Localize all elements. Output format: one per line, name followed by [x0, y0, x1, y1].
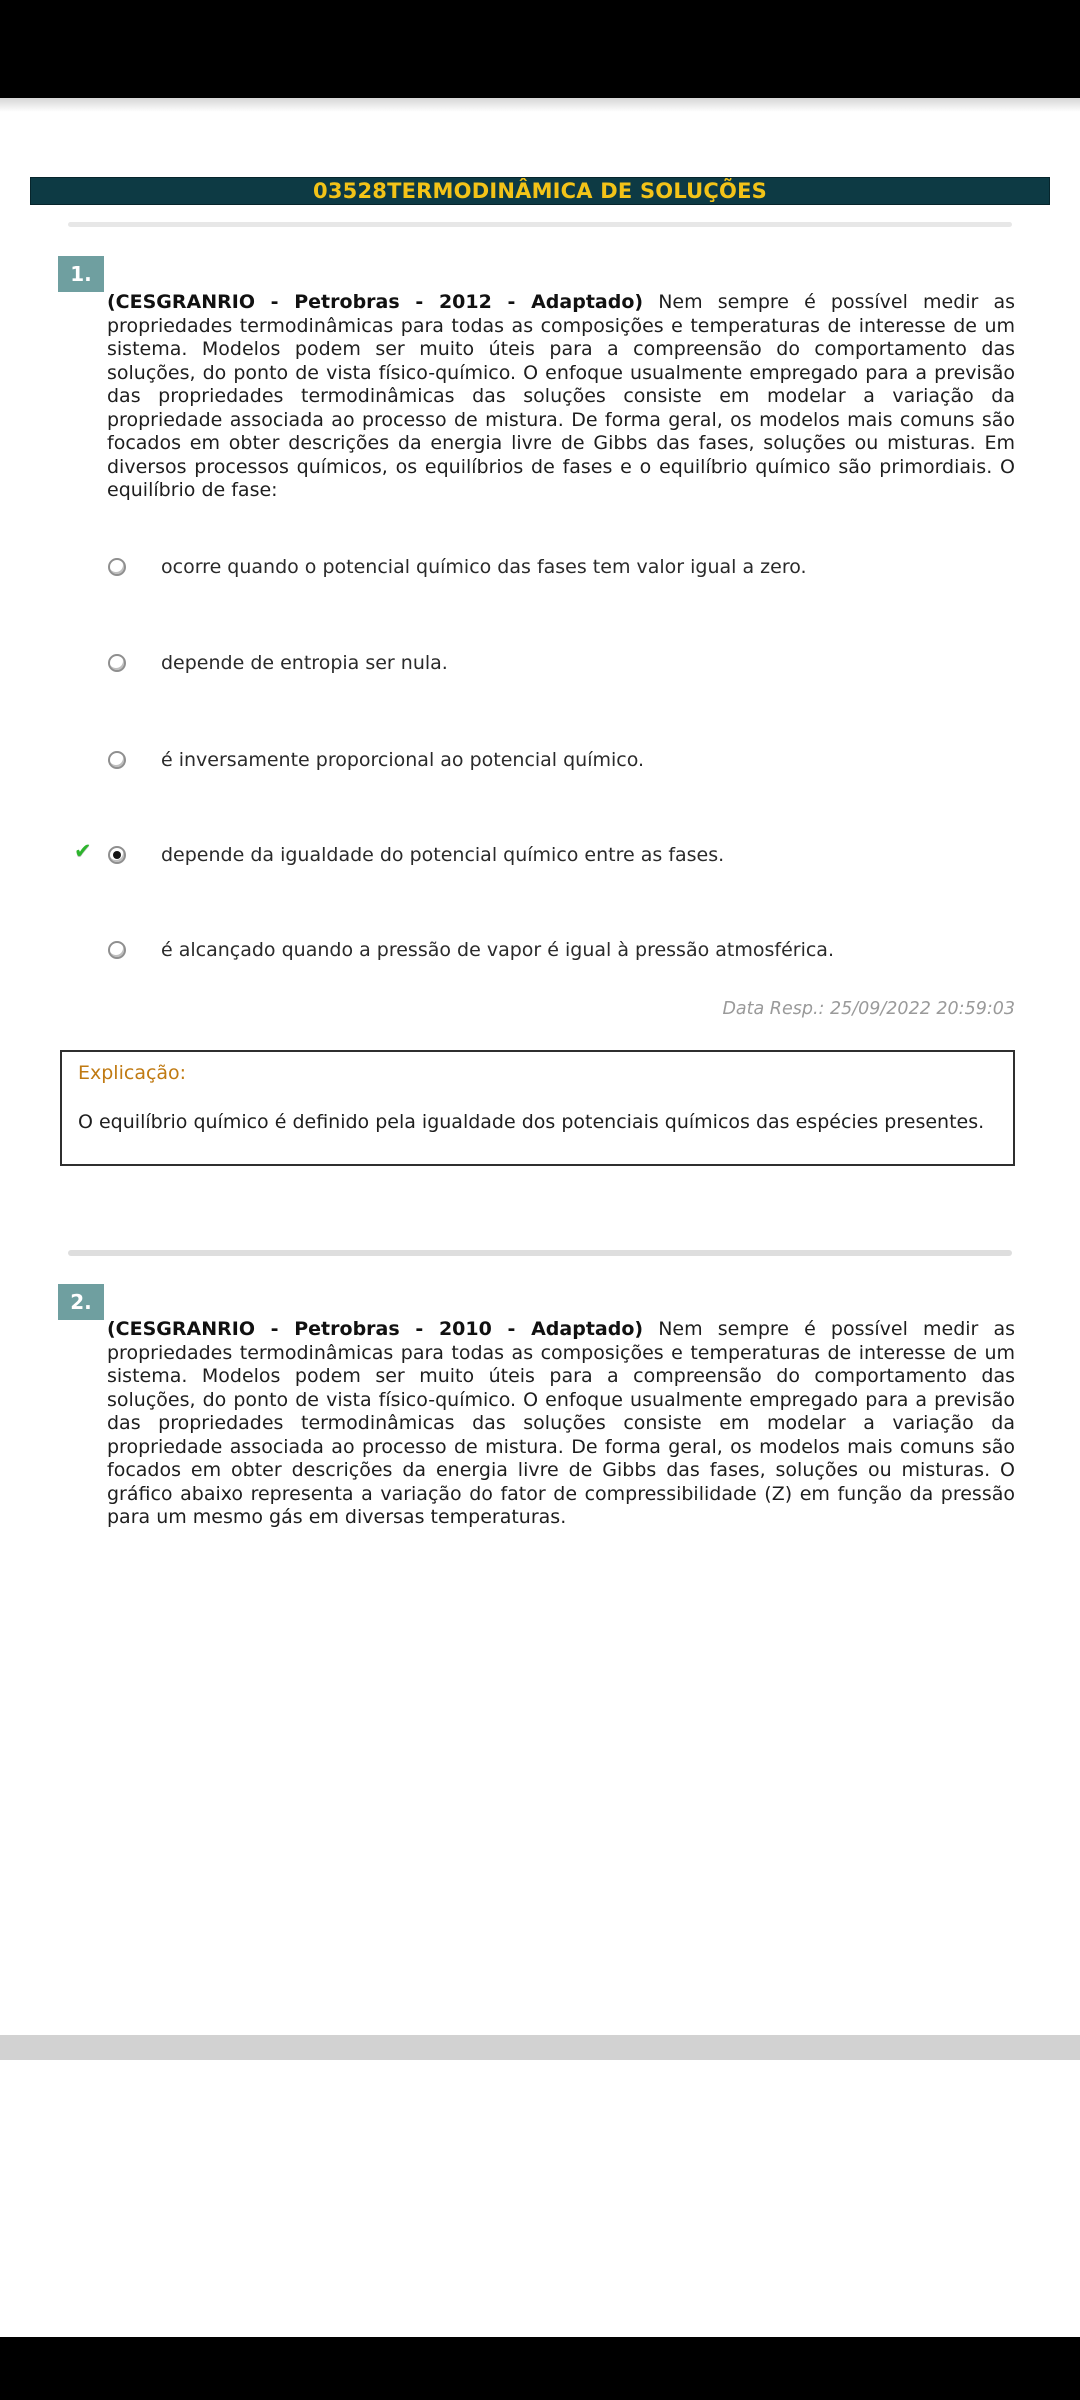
explanation-text: O equilíbrio químico é definido pela igualdade dos potenciais químicos das espécies presentes. [78, 1111, 985, 1133]
radio-button[interactable] [108, 846, 126, 864]
correct-answer-check-icon: ✔ [74, 839, 92, 863]
radio-button[interactable] [108, 654, 126, 672]
bottom-nav-bar [0, 2337, 1080, 2400]
section-divider [68, 222, 1012, 227]
answer-option[interactable] [74, 839, 725, 867]
question-body: Nem sempre é possível medir as propriedades termodinâmicas para todas as composições e temperaturas de interesse de um sistema. Modelos podem ser muito úteis para a compreensão do comportamento das soluções, do ponto de vista físico-químico. O enfoque usualmente empregado para a previsão das propriedades termodinâmicas das soluções consiste em modelar a variação da propriedade associada ao processo de mistura. De forma geral, os modelos mais comuns são focados em obter descrições da energia livre de Gibbs das fases, soluções ou misturas. O gráfico abaixo representa a variação do fator de compressibilidade (Z) em função da pressão para um mesmo gás em diversas temperaturas. [107, 1318, 1016, 1528]
answer-option[interactable] [108, 555, 807, 579]
question-text [107, 1318, 1015, 1530]
answer-option-label: é inversamente proporcional ao potencial químico. [161, 749, 645, 771]
answer-option-label: depende de entropia ser nula. [161, 652, 448, 674]
status-bar-top [0, 0, 1080, 98]
status-bar-shadow [0, 98, 1080, 112]
radio-button[interactable] [108, 941, 126, 959]
radio-button[interactable] [108, 558, 126, 576]
section-divider [68, 1250, 1012, 1256]
question-number-badge [58, 256, 104, 292]
answer-option-label: ocorre quando o potencial químico das fases tem valor igual a zero. [161, 556, 807, 578]
content-divider-bar [0, 2035, 1080, 2060]
answer-option-label: é alcançado quando a pressão de vapor é igual à pressão atmosférica. [161, 939, 834, 961]
answer-option[interactable] [108, 748, 644, 772]
question-number: 2. [70, 1290, 92, 1314]
explanation-box [60, 1050, 1015, 1166]
answer-date: Data Resp.: 25/09/2022 20:59:03 [722, 999, 1015, 1019]
radio-button[interactable] [108, 751, 126, 769]
question-number-badge [58, 1284, 104, 1320]
answer-option-label: depende da igualdade do potencial químico entre as fases. [161, 844, 725, 866]
question-source: (CESGRANRIO - Petrobras - 2010 - Adaptado) [107, 1318, 644, 1340]
answer-option[interactable] [108, 938, 834, 962]
question-body: Nem sempre é possível medir as propriedades termodinâmicas para todas as composições e temperaturas de interesse de um sistema. Modelos podem ser muito úteis para a compreensão do comportamento das soluções, do ponto de vista físico-químico. O enfoque usualmente empregado para a previsão das propriedades termodinâmicas das soluções consiste em modelar a variação da propriedade associada ao processo de mistura. De forma geral, os modelos mais comuns são focados em obter descrições da energia livre de Gibbs das fases, soluções ou misturas. Em diversos processos químicos, os equilíbrios de fases e o equilíbrio químico são primordiais. O equilíbrio de fase: [107, 291, 1016, 501]
explanation-label: Explicação: [78, 1062, 187, 1084]
question-source: (CESGRANRIO - Petrobras - 2012 - Adaptado) [107, 291, 644, 313]
page-title: 03528TERMODINÂMICA DE SOLUÇÕES [313, 179, 767, 203]
answer-option[interactable] [108, 651, 448, 675]
question-number: 1. [70, 262, 92, 286]
header-title-bar [30, 177, 1050, 205]
question-text [107, 291, 1015, 503]
